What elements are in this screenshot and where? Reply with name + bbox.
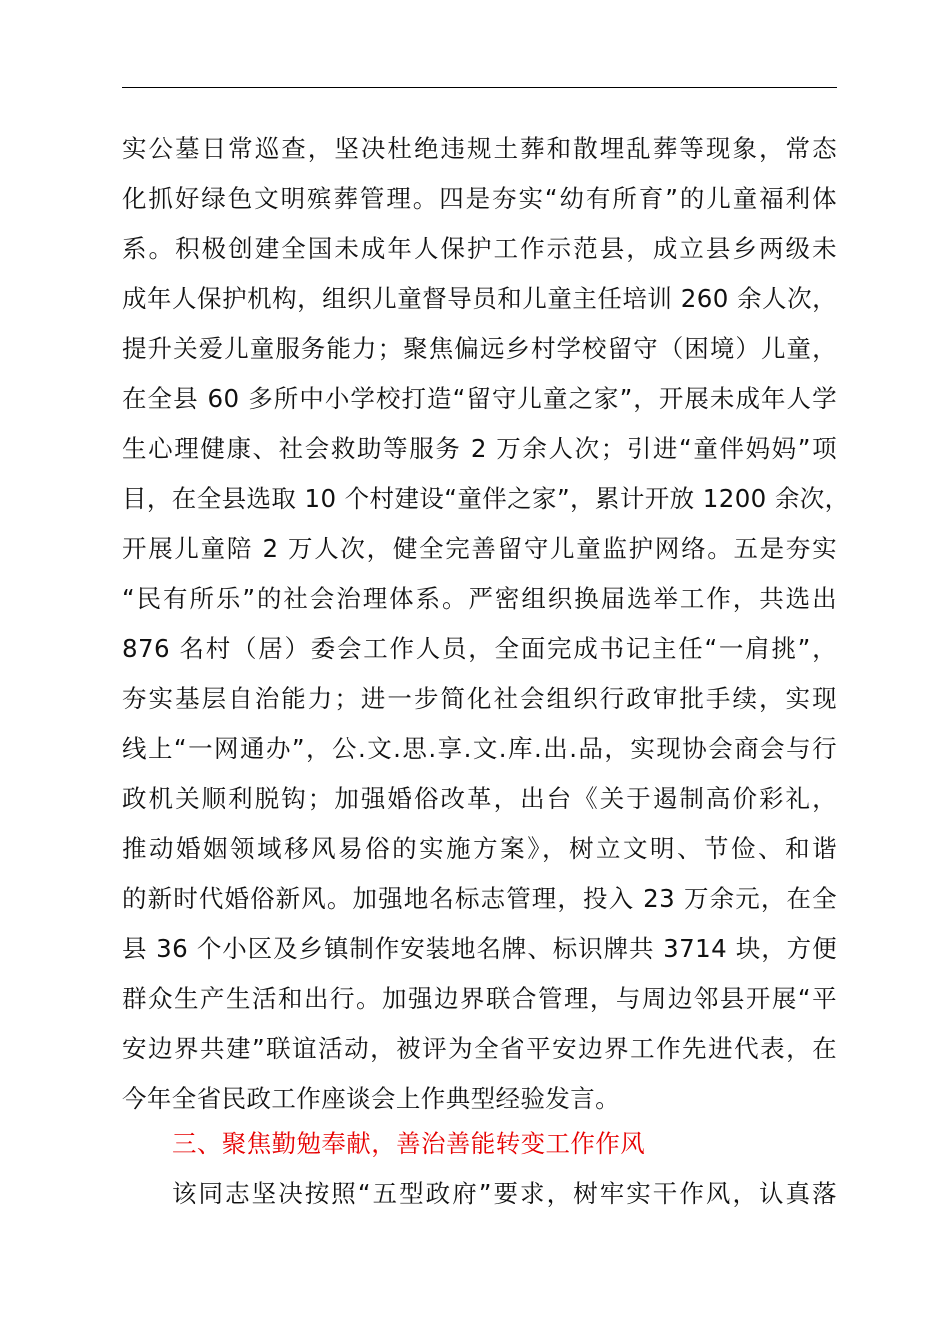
- body-text-line: 线上“一网通办”，公.文.思.享.文.库.出.品，实现协会商会与行: [122, 734, 837, 763]
- body-text-line: 成年人保护机构，组织儿童督导员和儿童主任培训 260 余人次，: [122, 284, 837, 313]
- body-text-line: 今年全省民政工作座谈会上作典型经验发言。: [122, 1084, 620, 1113]
- body-text-line: 系。积极创建全国未成年人保护工作示范县，成立县乡两级未: [122, 234, 837, 263]
- body-text-line: 化抓好绿色文明殡葬管理。四是夯实“幼有所育”的儿童福利体: [122, 184, 837, 213]
- header-rule: [122, 87, 837, 88]
- body-text-line: 县 36 个小区及乡镇制作安装地名牌、标识牌共 3714 块，方便: [122, 934, 837, 963]
- body-text-line: 政机关顺利脱钩；加强婚俗改革，出台《关于遏制高价彩礼，: [122, 784, 837, 813]
- body-text-line: 群众生产生活和出行。加强边界联合管理，与周边邻县开展“平: [122, 984, 837, 1013]
- paragraph-first-line: 该同志坚决按照“五型政府”要求，树牢实干作风，认真落: [172, 1179, 837, 1208]
- body-text-line: “民有所乐”的社会治理体系。严密组织换届选举工作，共选出: [122, 584, 837, 613]
- body-text-line: 安边界共建”联谊活动，被评为全省平安边界工作先进代表，在: [122, 1034, 837, 1063]
- body-text-line: 在全县 60 多所中小学校打造“留守儿童之家”，开展未成年人学: [122, 384, 837, 413]
- body-text-line: 目，在全县选取 10 个村建设“童伴之家”，累计开放 1200 余次，: [122, 484, 850, 513]
- body-text-line: 提升关爱儿童服务能力；聚焦偏远乡村学校留守（困境）儿童，: [122, 334, 837, 363]
- section-heading: 三、聚焦勤勉奉献，善治善能转变工作作风: [172, 1129, 646, 1158]
- body-text-line: 夯实基层自治能力；进一步简化社会组织行政审批手续，实现: [122, 684, 837, 713]
- body-text-line: 推动婚姻领域移风易俗的实施方案》，树立文明、节俭、和谐: [122, 834, 837, 863]
- body-text-line: 876 名村（居）委会工作人员，全面完成书记主任“一肩挑”，: [122, 634, 837, 663]
- body-text-line: 生心理健康、社会救助等服务 2 万余人次；引进“童伴妈妈”项: [122, 434, 837, 463]
- body-text-line: 的新时代婚俗新风。加强地名标志管理，投入 23 万余元，在全: [122, 884, 837, 913]
- body-text-line: 实公墓日常巡查，坚决杜绝违规土葬和散埋乱葬等现象，常态: [122, 134, 837, 163]
- body-text-line: 开展儿童陪 2 万人次，健全完善留守儿童监护网络。五是夯实: [122, 534, 837, 563]
